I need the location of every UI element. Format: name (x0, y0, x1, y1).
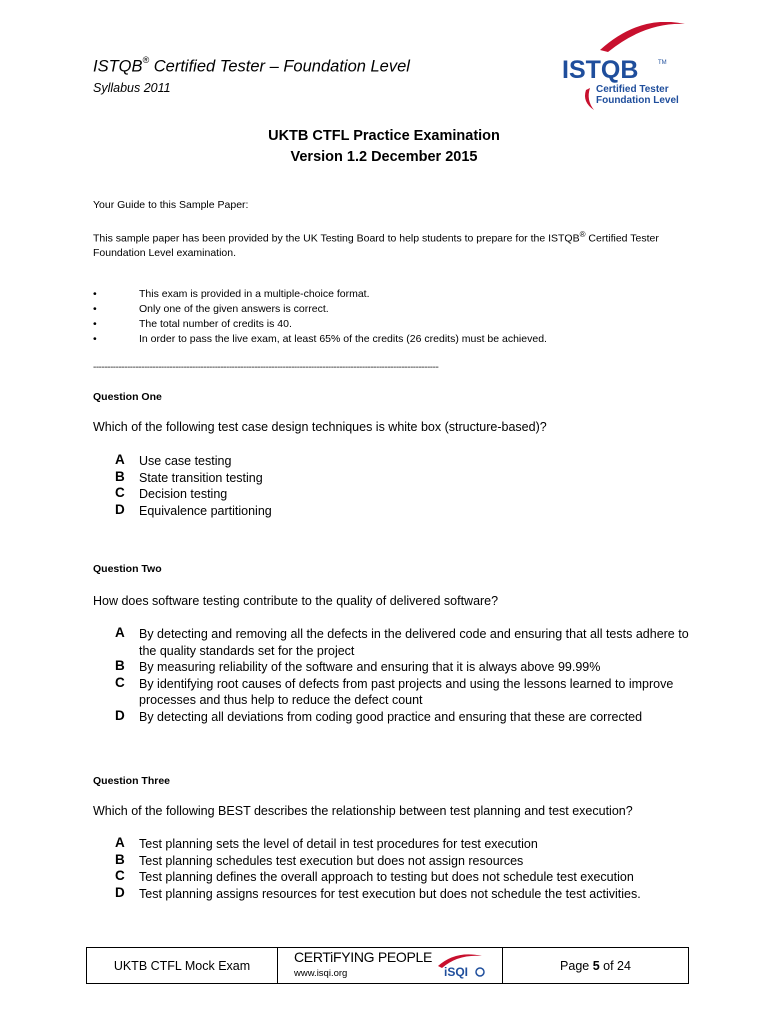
footer-sponsor (278, 948, 503, 983)
document-header-subtitle: Syllabus 2011 (93, 81, 171, 95)
answer-option[interactable]: D By detecting all deviations from coding good practice and ensuring that these are corrected (115, 707, 643, 724)
footer-website-link[interactable]: www.isqi.org (294, 968, 348, 979)
footer-page-number: Page 5 of 24 (560, 958, 631, 973)
bullet-icon: • (93, 303, 97, 315)
answer-options (115, 453, 699, 519)
question-text: Which of the following BEST describes the relationship between test planning and test execution? (93, 804, 633, 818)
question-text: How does software testing contribute to the quality of delivered software? (93, 594, 499, 608)
question-heading: Question Two (93, 563, 162, 575)
logo-swoosh-top (600, 22, 685, 52)
bullet-icon: • (93, 333, 97, 345)
exam-rules-list (93, 287, 547, 347)
question-heading: Question One (93, 391, 162, 403)
option-letter: B (115, 851, 125, 867)
answer-option[interactable]: B By measuring reliability of the software and ensuring that it is always above 99.99% (115, 658, 601, 674)
option-letter: A (115, 835, 125, 850)
list-item: • This exam is provided in a multiple-choice format. (93, 288, 370, 300)
intro-paragraph: This sample paper has been provided by the UK Testing Board to help students to prepare for the ISTQB® Certified Tester Foundation Level examination. (93, 230, 659, 259)
question-text: Which of the following test case design techniques is white box (structure-based)? (93, 420, 547, 434)
footer-certifying-people: CERTiFYING PEOPLE (294, 949, 433, 965)
option-letter: B (115, 468, 125, 484)
isqi-text: iSQI (444, 965, 469, 979)
answer-option[interactable]: D Equivalence partitioning (115, 501, 272, 518)
document-title-line2: Version 1.2 December 2015 (290, 149, 478, 165)
document-title-line1: UKTB CTFL Practice Examination (268, 128, 500, 144)
option-letter: C (115, 674, 125, 690)
option-letter: C (115, 485, 125, 500)
answer-option[interactable]: A Use case testing (115, 452, 232, 468)
footer-exam-name: UKTB CTFL Mock Exam (87, 948, 278, 983)
list-item: • Only one of the given answers is correct. (93, 303, 329, 315)
logo-tm: TM (658, 60, 667, 66)
answer-option[interactable]: A Test planning sets the level of detail in test procedures for test execution (115, 835, 538, 851)
answer-option[interactable]: C Decision testing (115, 485, 228, 501)
bullet-icon: • (93, 318, 97, 330)
isqi-mark (476, 968, 484, 976)
option-letter: A (115, 625, 125, 640)
answer-option[interactable]: C By identifying root causes of defects from past projects and using the lessons learned to improve processes and thus help to reduce the defect count (115, 674, 674, 707)
answer-options (115, 626, 699, 725)
answer-option[interactable]: C Test planning defines the overall approach to testing but does not schedule test execution (115, 868, 634, 884)
answer-option[interactable]: B State transition testing (115, 468, 263, 485)
question-heading: Question Three (93, 775, 171, 787)
isqi-logo (436, 950, 496, 980)
logo-brand: ISTQB (562, 56, 639, 84)
answer-options (115, 836, 699, 902)
option-letter: C (115, 868, 125, 883)
answer-option[interactable]: A By detecting and removing all the defects in the delivered code and ensuring that all tests adhere to the quality standards set for the project (115, 625, 689, 658)
option-letter: D (115, 501, 125, 517)
option-letter: A (115, 452, 125, 467)
list-item: • In order to pass the live exam, at least 65% of the credits (26 credits) must be achieved. (93, 333, 547, 345)
bullet-icon: • (93, 288, 97, 300)
logo-swoosh-bottom (585, 88, 594, 110)
list-item: • The total number of credits is 40. (93, 318, 292, 330)
logo-line1: Certified Tester (596, 84, 669, 95)
section-divider: -------------------------------------------------------------------------------------------------------------------------- (93, 362, 439, 373)
option-letter: D (115, 884, 125, 900)
answer-option[interactable]: D Test planning assigns resources for test execution but does not schedule the test activities. (115, 884, 641, 901)
option-letter: D (115, 707, 125, 723)
page-footer (86, 947, 689, 984)
document-title (0, 126, 768, 168)
logo-line2: Foundation Level (596, 95, 679, 106)
guide-label: Your Guide to this Sample Paper: (93, 199, 249, 211)
option-letter: B (115, 658, 125, 673)
istqb-logo (560, 22, 690, 112)
answer-option[interactable]: B Test planning schedules test execution but does not assign resources (115, 851, 524, 868)
document-header-title: ISTQB® Certified Tester – Foundation Level (93, 55, 410, 76)
